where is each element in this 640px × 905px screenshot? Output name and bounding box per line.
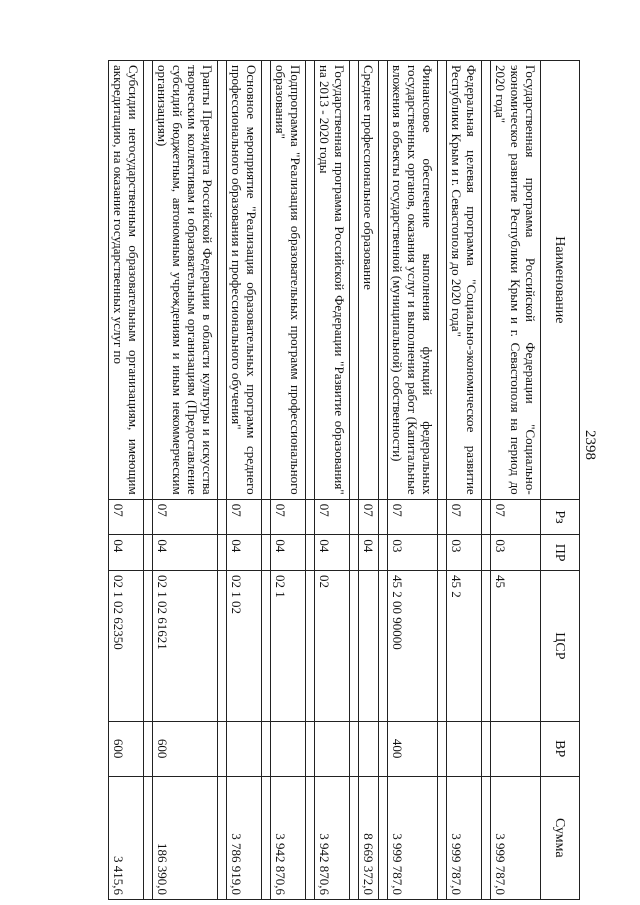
spacer-cell <box>379 776 388 899</box>
spacer-cell <box>438 776 447 899</box>
spacer-cell <box>482 499 491 535</box>
cell-sum: 3 999 787,0 <box>447 776 482 899</box>
cell-csr: 02 1 02 <box>227 570 262 721</box>
header-csr: ЦСР <box>541 570 580 721</box>
spacer-cell <box>379 499 388 535</box>
spacer-cell <box>379 535 388 571</box>
table-body <box>109 61 541 900</box>
spacer-cell <box>262 535 271 571</box>
cell-pr: 04 <box>271 535 306 571</box>
table-header-row <box>541 61 580 900</box>
cell-csr: 45 <box>491 570 541 721</box>
table-row <box>491 61 541 900</box>
spacer-cell <box>482 776 491 899</box>
spacer-cell <box>350 61 359 500</box>
cell-rz: 07 <box>109 499 144 535</box>
row-spacer <box>144 61 153 900</box>
cell-rz: 07 <box>388 499 438 535</box>
spacer-cell <box>144 499 153 535</box>
table-row <box>153 61 218 900</box>
cell-pr: 03 <box>491 535 541 571</box>
spacer-cell <box>350 570 359 721</box>
cell-pr: 04 <box>153 535 218 571</box>
cell-sum: 3 942 870,6 <box>315 776 350 899</box>
cell-sum: 8 669 372,0 <box>359 776 379 899</box>
cell-vr <box>447 721 482 776</box>
cell-csr: 45 2 <box>447 570 482 721</box>
cell-name: Финансовое обеспечение выполнения функций федеральных государственных органов, оказания услуг и выполнения работ (Капитальные вложения в объекты государственной (муниципальной) собственности) <box>388 61 438 500</box>
spacer-cell <box>482 570 491 721</box>
spacer-cell <box>218 570 227 721</box>
cell-pr: 04 <box>315 535 350 571</box>
cell-name: Подпрограмма "Реализация образовательных программ профессионального образования" <box>271 61 306 500</box>
spacer-cell <box>350 721 359 776</box>
cell-pr: 04 <box>359 535 379 571</box>
spacer-cell <box>218 776 227 899</box>
row-spacer <box>438 61 447 900</box>
cell-csr: 02 <box>315 570 350 721</box>
spacer-cell <box>306 776 315 899</box>
spacer-cell <box>218 61 227 500</box>
table-row <box>109 61 144 900</box>
spacer-cell <box>306 61 315 500</box>
cell-name: Гранты Президента Российской Федерации в области культуры и искусства творческим коллективам и образовательным организациям (Предоставление субсидий бюджетным, автономным учреждениям и иным некоммерческим организациям) <box>153 61 218 500</box>
spacer-cell <box>379 61 388 500</box>
cell-vr <box>227 721 262 776</box>
spacer-cell <box>379 721 388 776</box>
table-row <box>388 61 438 900</box>
spacer-cell <box>306 721 315 776</box>
cell-name: Среднее профессиональное образование <box>359 61 379 500</box>
spacer-cell <box>350 776 359 899</box>
row-spacer <box>482 61 491 900</box>
table-row <box>315 61 350 900</box>
cell-vr: 600 <box>153 721 218 776</box>
row-spacer <box>379 61 388 900</box>
header-pr: ПР <box>541 535 580 571</box>
spacer-cell <box>218 499 227 535</box>
spacer-cell <box>306 570 315 721</box>
spacer-cell <box>144 535 153 571</box>
budget-table <box>108 60 580 900</box>
table-row <box>447 61 482 900</box>
cell-sum: 3 942 870,6 <box>271 776 306 899</box>
row-spacer <box>306 61 315 900</box>
cell-pr: 04 <box>227 535 262 571</box>
spacer-cell <box>438 61 447 500</box>
spacer-cell <box>482 61 491 500</box>
spacer-cell <box>306 535 315 571</box>
cell-rz: 07 <box>153 499 218 535</box>
table-row <box>227 61 262 900</box>
row-spacer <box>218 61 227 900</box>
cell-pr: 03 <box>447 535 482 571</box>
cell-vr: 400 <box>388 721 438 776</box>
header-sum: Сумма <box>541 776 580 899</box>
spacer-cell <box>350 499 359 535</box>
cell-csr: 02 1 02 61621 <box>153 570 218 721</box>
cell-rz: 07 <box>227 499 262 535</box>
cell-sum: 3 999 787,0 <box>491 776 541 899</box>
cell-sum: 3 999 787,0 <box>388 776 438 899</box>
page-number: 2398 <box>582 430 598 460</box>
cell-sum: 3 415,6 <box>109 776 144 899</box>
spacer-cell <box>144 776 153 899</box>
cell-csr: 45 2 00 90000 <box>388 570 438 721</box>
cell-vr <box>271 721 306 776</box>
spacer-cell <box>482 535 491 571</box>
spacer-cell <box>144 61 153 500</box>
cell-name: Государственная программа Российской Федерации "Социально-экономическое развитие Республики Крым и г. Севастополя на период до 2020 года" <box>491 61 541 500</box>
cell-csr: 02 1 02 62350 <box>109 570 144 721</box>
spacer-cell <box>144 570 153 721</box>
row-spacer <box>262 61 271 900</box>
spacer-cell <box>262 499 271 535</box>
cell-sum: 186 390,0 <box>153 776 218 899</box>
table-row <box>359 61 379 900</box>
cell-pr: 03 <box>388 535 438 571</box>
cell-vr <box>491 721 541 776</box>
spacer-cell <box>218 535 227 571</box>
budget-sheet <box>20 60 580 900</box>
spacer-cell <box>438 721 447 776</box>
spacer-cell <box>262 61 271 500</box>
table-row <box>271 61 306 900</box>
cell-name: Субсидии негосударственным образовательным организациям, имеющим аккредитацию, на оказание государственных услуг по <box>109 61 144 500</box>
spacer-cell <box>262 721 271 776</box>
spacer-cell <box>218 721 227 776</box>
header-vr: ВР <box>541 721 580 776</box>
cell-rz: 07 <box>447 499 482 535</box>
spacer-cell <box>379 570 388 721</box>
cell-name: Федеральная целевая программа "Социально-экономическое развитие Республики Крым и г. Севастополя до 2020 года" <box>447 61 482 500</box>
cell-sum: 3 786 919,0 <box>227 776 262 899</box>
cell-vr <box>315 721 350 776</box>
cell-rz: 07 <box>271 499 306 535</box>
spacer-cell <box>438 535 447 571</box>
spacer-cell <box>144 721 153 776</box>
spacer-cell <box>262 570 271 721</box>
spacer-cell <box>482 721 491 776</box>
cell-rz: 07 <box>491 499 541 535</box>
spacer-cell <box>350 535 359 571</box>
cell-csr <box>359 570 379 721</box>
header-name: Наименование <box>541 61 580 500</box>
cell-csr: 02 1 <box>271 570 306 721</box>
row-spacer <box>350 61 359 900</box>
cell-rz: 07 <box>315 499 350 535</box>
spacer-cell <box>262 776 271 899</box>
cell-rz: 07 <box>359 499 379 535</box>
spacer-cell <box>438 570 447 721</box>
spacer-cell <box>306 499 315 535</box>
spacer-cell <box>438 499 447 535</box>
header-rz: Рз <box>541 499 580 535</box>
cell-vr <box>359 721 379 776</box>
cell-pr: 04 <box>109 535 144 571</box>
cell-name: Основное мероприятие "Реализация образовательных программ среднего профессионального образования и профессионального обучения" <box>227 61 262 500</box>
cell-vr: 600 <box>109 721 144 776</box>
cell-name: Государственная программа Российской Федерации "Развитие образования" на 2013 - 2020 годы <box>315 61 350 500</box>
